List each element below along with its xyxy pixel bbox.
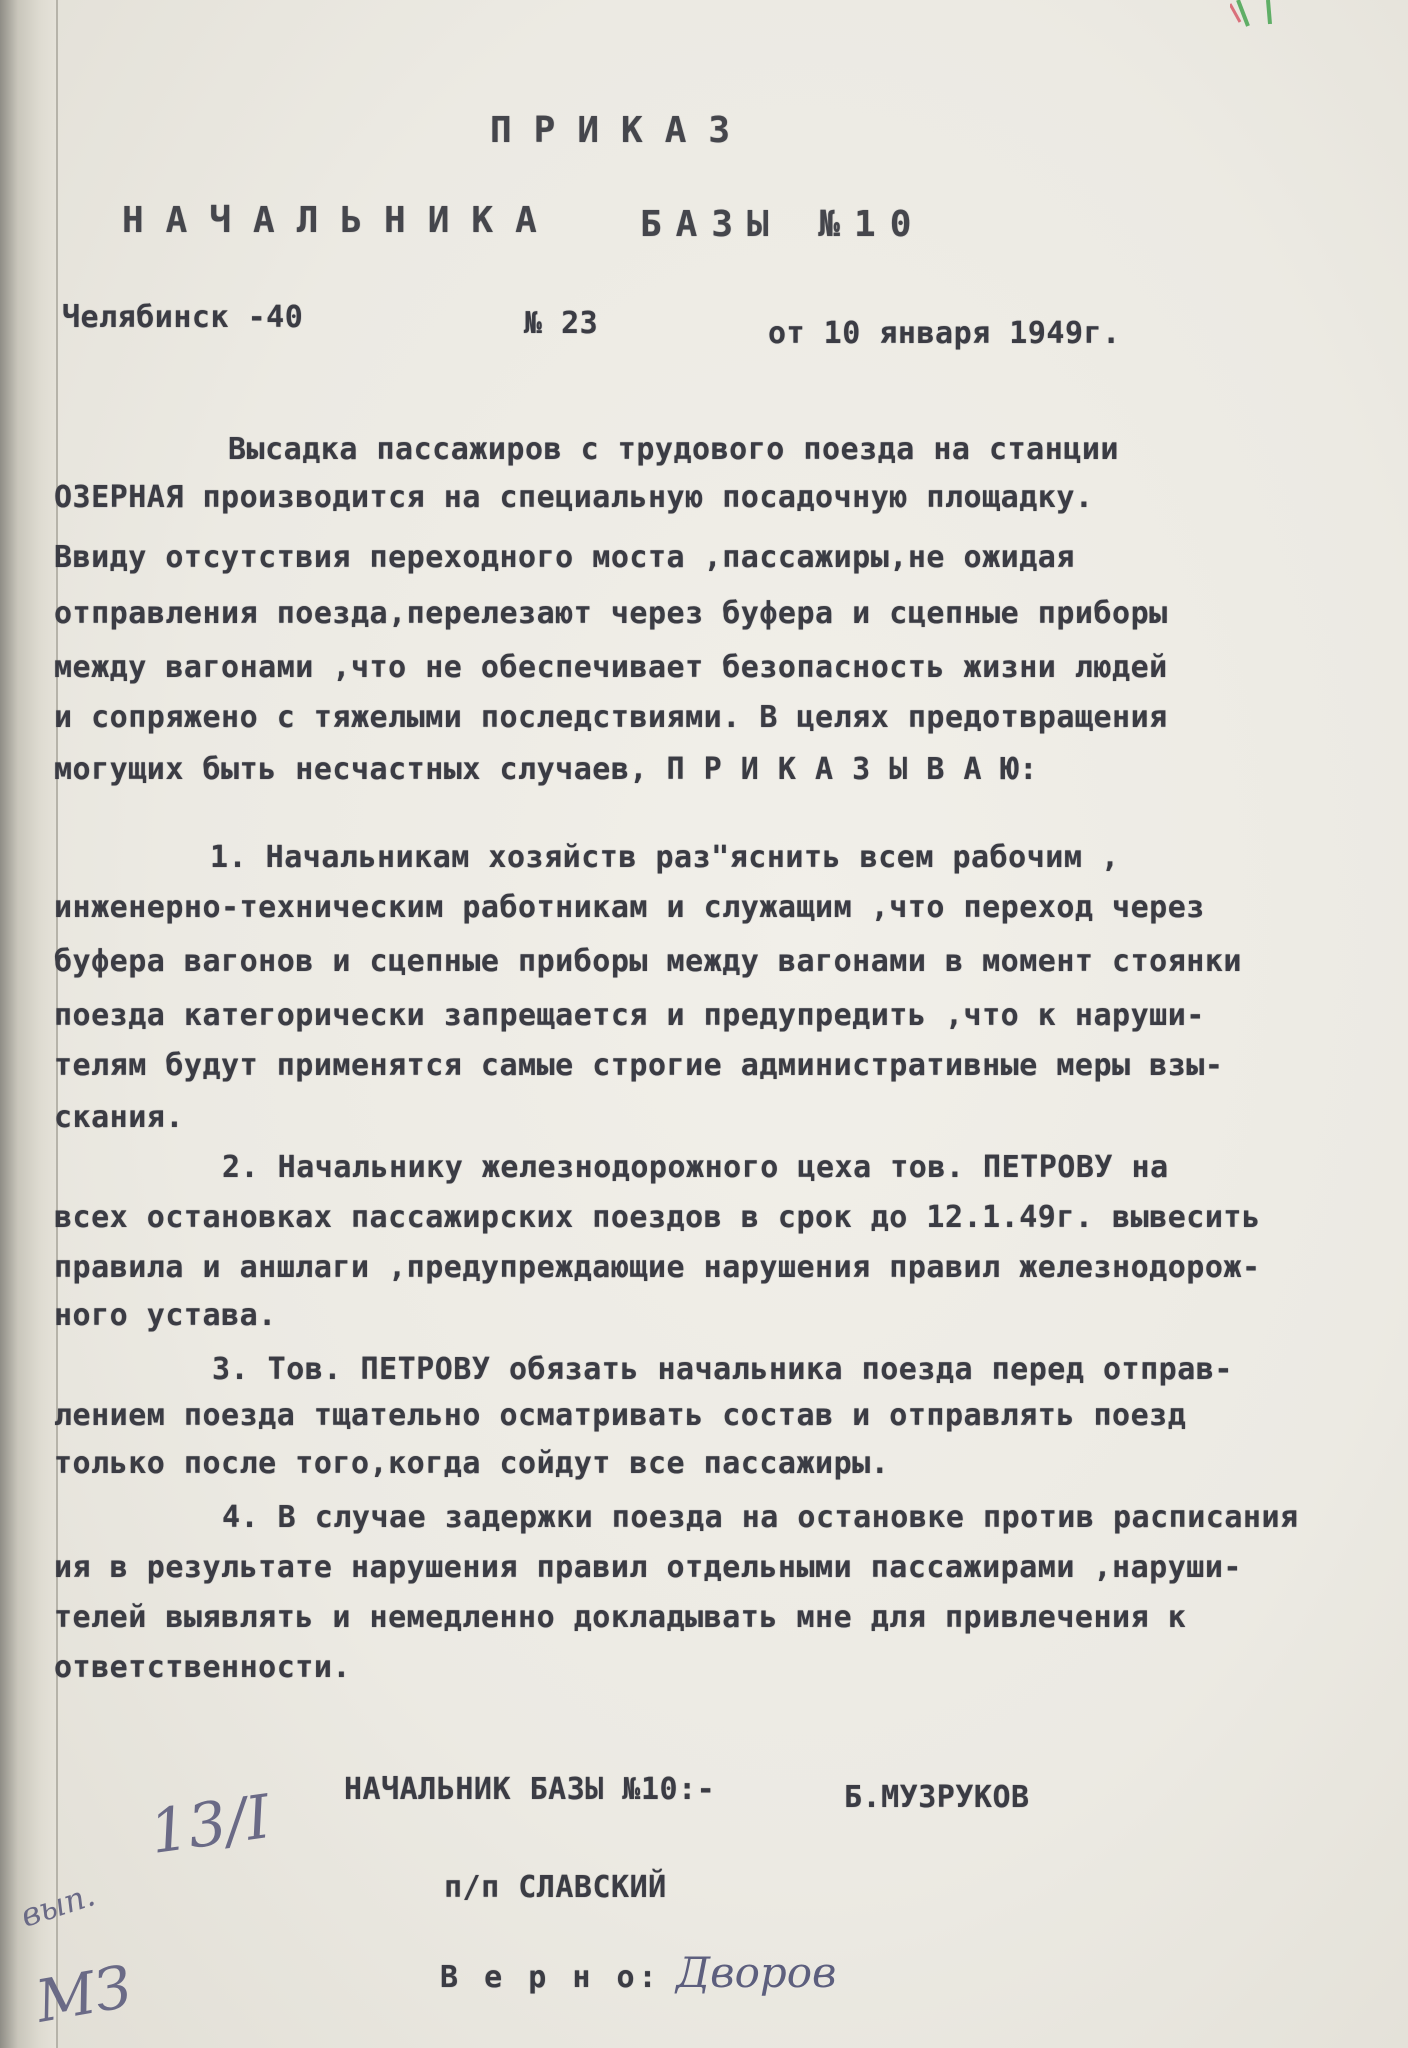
- body-line: могущих быть несчастных случаев, П Р И К А З Ы В А Ю:: [54, 752, 1038, 787]
- body-line: всех остановках пассажирских поездов в срок до 12.1.49г. вывесить: [54, 1200, 1261, 1235]
- body-line: буфера вагонов и сцепные приборы между вагонами в момент стоянки: [54, 944, 1242, 979]
- body-line: 4. В случае задержки поезда на остановке против расписания: [222, 1500, 1299, 1535]
- title-base: БАЗЫ №10: [640, 204, 926, 245]
- pencil-mark: [1230, 0, 1320, 28]
- body-line: и сопряжено с тяжелыми последствиями. В целях предотвращения: [54, 700, 1168, 735]
- body-line: телей выявлять и немедленно докладывать мне для привлечения к: [54, 1600, 1187, 1635]
- order-number: № 23: [524, 306, 599, 341]
- body-line: ия в результате нарушения правил отдельными пассажирами ,наруши-: [54, 1550, 1242, 1585]
- body-line: ного устава.: [54, 1298, 277, 1333]
- title-issuer: НАЧАЛЬНИКА: [122, 200, 559, 241]
- body-line: Ввиду отсутствия переходного моста ,пассажиры,не ожидая: [54, 540, 1075, 575]
- margin-handwritten-number: 13/I: [145, 1781, 275, 1869]
- body-line: поезда категорически запрещается и предупредить ,что к наруши-: [54, 998, 1205, 1033]
- body-line: между вагонами ,что не обеспечивает безопасность жизни людей: [54, 650, 1168, 685]
- body-line: 3. Тов. ПЕТРОВУ обязать начальника поезда перед отправ-: [212, 1352, 1233, 1387]
- signed-by: п/п СЛАВСКИЙ: [444, 1870, 667, 1905]
- body-line: Высадка пассажиров с трудового поезда на станции: [228, 432, 1119, 467]
- margin-handwritten-note: вып.: [15, 1875, 100, 1935]
- body-line: 2. Начальнику железнодорожного цеха тов. ПЕТРОВУ на: [222, 1150, 1169, 1185]
- body-line: лением поезда тщательно осматривать состав и отправлять поезд: [54, 1398, 1187, 1433]
- body-line: 1. Начальникам хозяйств раз"яснить всем рабочим ,: [210, 840, 1120, 875]
- document-title: ПРИКАЗ: [490, 110, 753, 151]
- body-line: только после того,когда сойдут все пассажиры.: [54, 1446, 890, 1481]
- city-label: Челябинск -40: [62, 300, 304, 335]
- body-line: скания.: [54, 1100, 184, 1135]
- signatory-position: НАЧАЛЬНИК БАЗЫ №10:-: [344, 1772, 716, 1807]
- body-line: правила и аншлаги ,предупреждающие нарушения правил железнодорож-: [54, 1250, 1261, 1285]
- body-line: инженерно-техническим работникам и служащим ,что переход через: [54, 890, 1205, 925]
- body-line: отправления поезда,перелезают через буфера и сцепные приборы: [54, 596, 1168, 631]
- signatory-name: Б.МУЗРУКОВ: [844, 1780, 1030, 1815]
- body-line: телям будут применятся самые строгие административные меры взы-: [54, 1048, 1224, 1083]
- margin-handwritten-initials: МЗ: [30, 1952, 137, 2036]
- verno-label: В е р н о:: [440, 1960, 661, 1995]
- verno-handwritten-signature: Дворов: [676, 1948, 837, 1997]
- body-line: ОЗЕРНАЯ производится на специальную посадочную площадку.: [54, 480, 1094, 515]
- order-date: от 10 января 1949г.: [768, 316, 1121, 351]
- binding-margin: [0, 0, 58, 2048]
- body-line: ответственности.: [54, 1650, 351, 1685]
